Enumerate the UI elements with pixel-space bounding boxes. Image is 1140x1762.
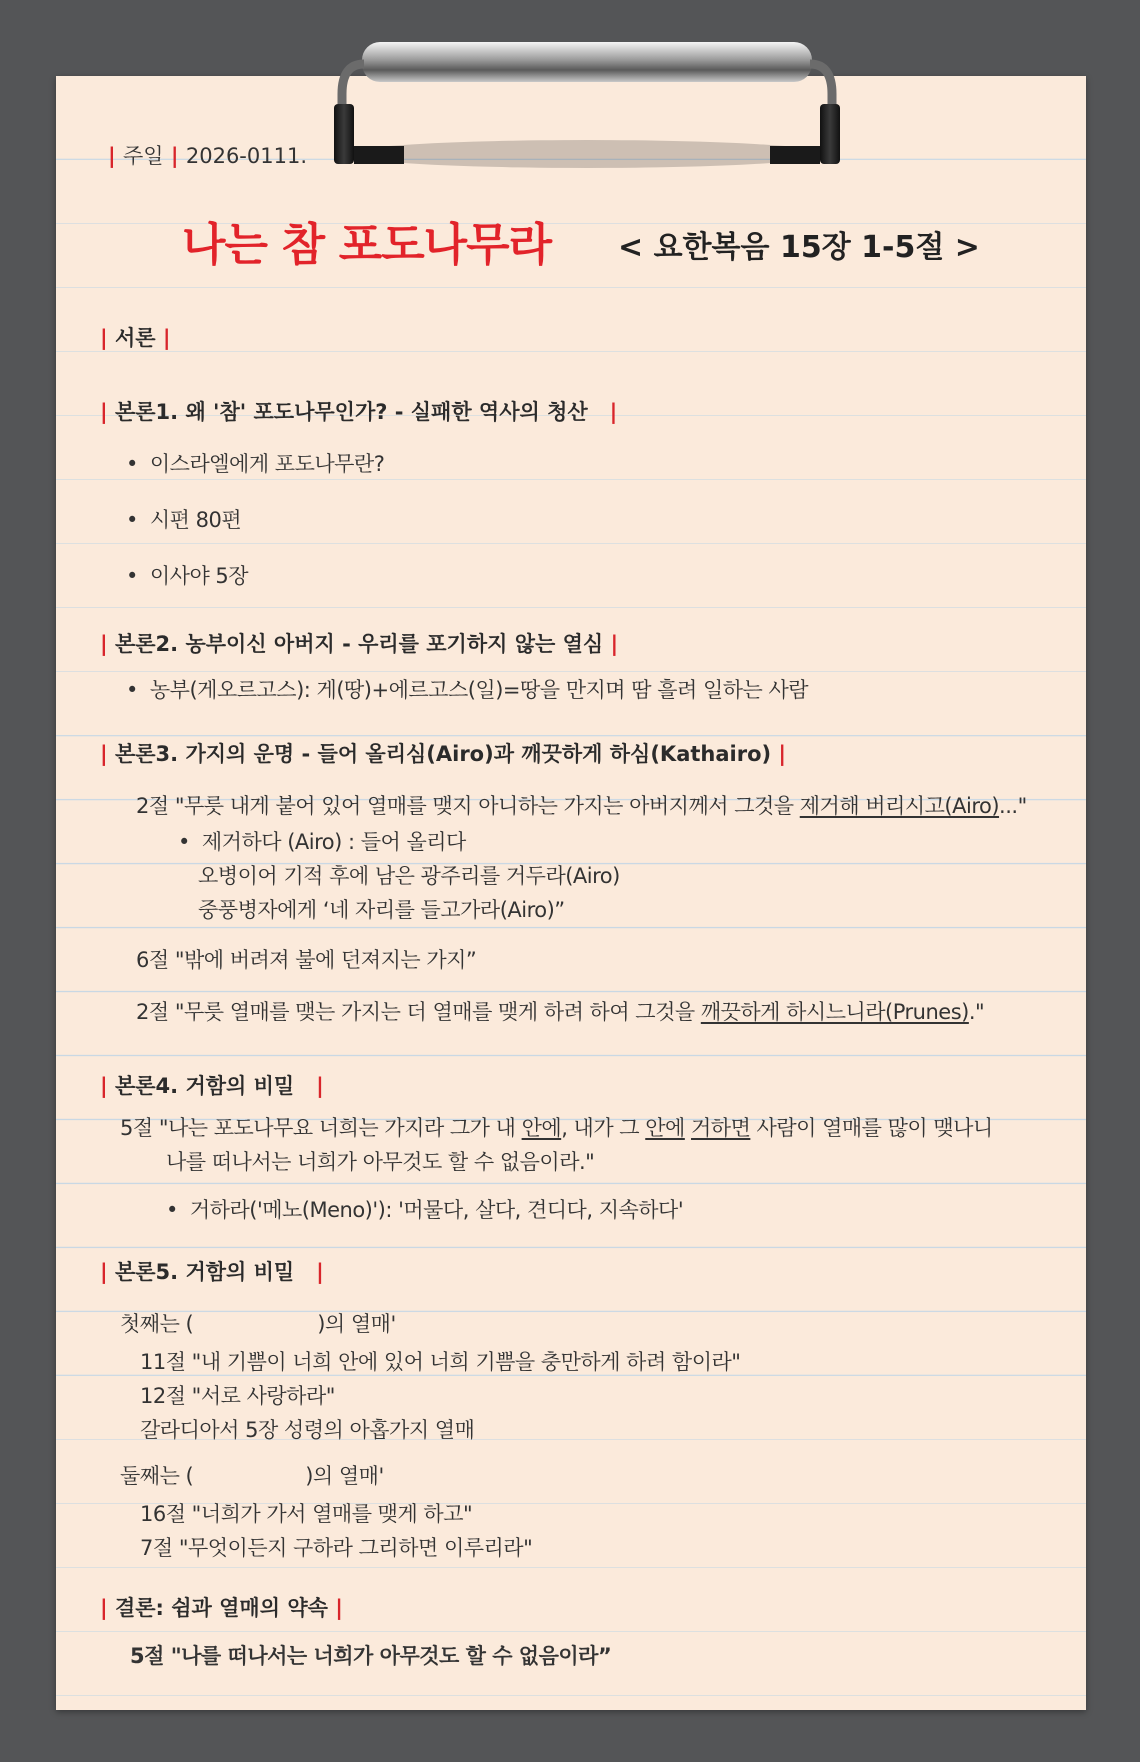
- service-date: [108, 140, 307, 170]
- section-3: | 본론3. 가지의 운명 - 들어 올리심(Airo)과 깨끗하게 하심(Kathairo) |: [100, 742, 787, 766]
- section-heading: 결론: 쉼과 열매의 약속: [114, 1596, 328, 1620]
- fill-blank-line: 첫째는 ( )의 열매': [120, 1312, 396, 1336]
- verse-line: 5절 "나는 포도나무요 너희는 가지라 그가 내 안에, 내가 그 안에 거하면 사람이 열매를 많이 맺나니: [120, 1116, 993, 1140]
- section-heading: 본론4. 거함의 비밀: [114, 1074, 295, 1098]
- list-item: • 이사야 5장: [126, 560, 248, 590]
- date-label: 2026-0111.: [185, 144, 307, 168]
- list-item: • 제거하다 (Airo) : 들어 올리다: [178, 826, 466, 856]
- section-heading: 본론1. 왜 '참' 포도나무인가? - 실패한 역사의 청산: [114, 400, 588, 424]
- bar-mark: |: [108, 144, 123, 168]
- verse-line: 갈라디아서 5장 성령의 아홉가지 열매: [140, 1418, 475, 1442]
- verse-line: 나를 떠나서는 너희가 아무것도 할 수 없음이라.": [166, 1150, 595, 1174]
- list-item: • 이스라엘에게 포도나무란?: [126, 448, 384, 478]
- verse-line: 6절 "밖에 버려져 불에 던져지는 가지”: [136, 948, 477, 972]
- section-heading: 서론: [114, 326, 156, 350]
- sermon-title: 나는 참 포도나무라: [182, 218, 552, 271]
- sub-line: 오병이어 기적 후에 남은 광주리를 거두라(Airo): [198, 864, 620, 888]
- section-2: | 본론2. 농부이신 아버지 - 우리를 포기하지 않는 열심 |: [100, 632, 619, 656]
- section-heading: 본론3. 가지의 운명 - 들어 올리심(Airo)과 깨끗하게 하심(Kathairo): [114, 742, 772, 766]
- section-conclusion: | 결론: 쉼과 열매의 약속 |: [100, 1596, 343, 1620]
- verse-line: 12절 "서로 사랑하라": [140, 1384, 335, 1408]
- verse-line: 7절 "무엇이든지 구하라 그리하면 이루리라": [140, 1536, 533, 1560]
- list-item: • 농부(게오르고스): 게(땅)+에르고스(일)=땅을 만지며 땀 흘려 일하는 사람: [126, 674, 808, 704]
- day-label: 주일: [122, 144, 164, 168]
- bar-mark: |: [163, 144, 186, 168]
- verse-line: 16절 "너희가 가서 열매를 맺게 하고": [140, 1502, 473, 1526]
- verse-line: 2절 "무릇 내게 붙어 있어 열매를 맺지 아니하는 가지는 아버지께서 그것을 제거해 버리시고(Airo)...": [136, 794, 1027, 818]
- list-item: • 시편 80편: [126, 504, 241, 534]
- sub-line: 중풍병자에게 ‘네 자리를 들고가라(Airo)”: [198, 898, 565, 922]
- conclusion-verse: 5절 "나를 떠나서는 너희가 아무것도 할 수 없음이라”: [130, 1644, 612, 1668]
- verse-line: 2절 "무릇 열매를 맺는 가지는 더 열매를 맺게 하려 하여 그것을 깨끗하게 하시느니라(Prunes).": [136, 1000, 985, 1024]
- section-heading: 본론5. 거함의 비밀: [114, 1260, 295, 1284]
- section-5: | 본론5. 거함의 비밀 |: [100, 1260, 324, 1284]
- verse-line: 11절 "내 기쁨이 너희 안에 있어 너희 기쁨을 충만하게 하려 함이라": [140, 1350, 741, 1374]
- clipboard-clip: [334, 24, 840, 174]
- fill-blank-line: 둘째는 ( )의 열매': [120, 1464, 384, 1488]
- section-1: | 본론1. 왜 '참' 포도나무인가? - 실패한 역사의 청산 |: [100, 400, 618, 424]
- list-item: • 거하라('메노(Meno)'): '머물다, 살다, 견디다, 지속하다': [166, 1194, 683, 1224]
- section-intro: | 서론 |: [100, 326, 171, 350]
- scripture-reference: < 요한복음 15장 1-5절 >: [618, 230, 980, 265]
- section-heading: 본론2. 농부이신 아버지 - 우리를 포기하지 않는 열심: [114, 632, 604, 656]
- section-4: | 본론4. 거함의 비밀 |: [100, 1074, 324, 1098]
